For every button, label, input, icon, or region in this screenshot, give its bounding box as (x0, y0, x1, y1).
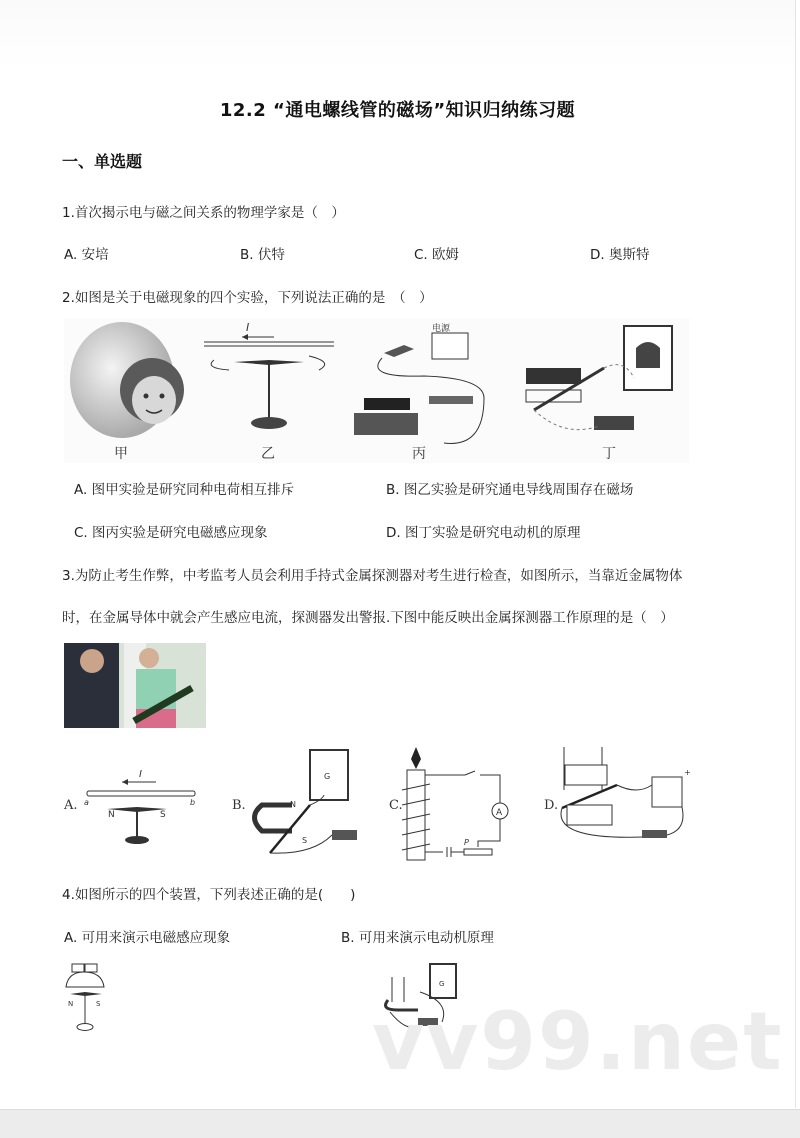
svg-text:N: N (290, 800, 296, 809)
q3-option-figures (62, 745, 712, 865)
q4-figure-a (62, 962, 122, 1037)
svg-text:I: I (139, 769, 142, 780)
question-1-text: 1.首次揭示电与磁之间关系的物理学家是（ ） (62, 205, 345, 221)
q2-figure (64, 318, 689, 463)
q2-label-yi: 乙 (261, 446, 275, 462)
question-4-text: 4.如图所示的四个装置，下列表述正确的是( ) (62, 887, 356, 903)
q3-photo-metal-detector (64, 643, 206, 728)
svg-text:B.: B. (232, 798, 246, 813)
q1-option-d: D. 奥斯特 (590, 247, 650, 263)
svg-text:+: + (684, 768, 691, 777)
q2-option-c: C. 图丙实验是研究电磁感应现象 (74, 525, 268, 541)
q4-option-a: A. 可用来演示电磁感应现象 (64, 930, 231, 946)
svg-text:b: b (190, 798, 196, 807)
svg-text:G: G (439, 980, 445, 988)
q1-option-a: A. 安培 (64, 247, 109, 263)
q4-option-b: B. 可用来演示电动机原理 (341, 930, 494, 946)
svg-text:P: P (464, 838, 469, 847)
q4-a-illustration (62, 962, 122, 1037)
q2-label-jia: 甲 (114, 446, 128, 462)
q2-label-ding: 丁 (602, 446, 616, 462)
svg-text:a: a (84, 798, 89, 807)
svg-text:N: N (108, 810, 115, 820)
q2-experiments-illustration (64, 318, 689, 463)
q1-option-c: C. 欧姆 (414, 247, 460, 263)
document-title: 12.2 “通电螺线管的磁场”知识归纳练习题 (219, 100, 576, 121)
svg-text:A: A (496, 808, 503, 818)
svg-text:D.: D. (544, 798, 559, 813)
q2-label-bing: 丙 (412, 446, 426, 462)
q2-option-a: A. 图甲实验是研究同种电荷相互排斥 (74, 482, 295, 498)
viewer-bottom-bar (0, 1109, 800, 1138)
question-2-text: 2.如图是关于电磁现象的四个实验，下列说法正确的是 （ ） (62, 290, 433, 306)
svg-text:C.: C. (389, 798, 403, 813)
svg-text:A.: A. (64, 798, 78, 813)
watermark: vv99.net (372, 995, 784, 1088)
q2-option-b: B. 图乙实验是研究通电导线周围存在磁场 (386, 482, 634, 498)
question-3-text-line2: 时，在金属导体中就会产生感应电流，探测器发出警报.下图中能反映出金属探测器工作原理的是（ ） (62, 610, 674, 626)
question-3-text-line1: 3.为防止考生作弊，中考监考人员会利用手持式金属探测器对考生进行检查，如图所示，当靠近金属物体 (62, 568, 683, 584)
section-heading: 一、单选题 (62, 152, 143, 171)
svg-text:G: G (324, 772, 331, 781)
svg-text:电源: 电源 (432, 324, 451, 334)
svg-text:N: N (68, 1000, 74, 1008)
svg-text:S: S (302, 836, 308, 845)
svg-text:S: S (160, 810, 166, 820)
page-top-shade (0, 0, 795, 70)
q3-options-illustration (62, 745, 712, 865)
svg-text:I: I (246, 321, 250, 334)
q2-option-d: D. 图丁实验是研究电动机的原理 (386, 525, 581, 541)
q1-option-b: B. 伏特 (240, 247, 285, 263)
svg-text:S: S (96, 1000, 101, 1008)
detector-photo-illustration (64, 643, 206, 728)
